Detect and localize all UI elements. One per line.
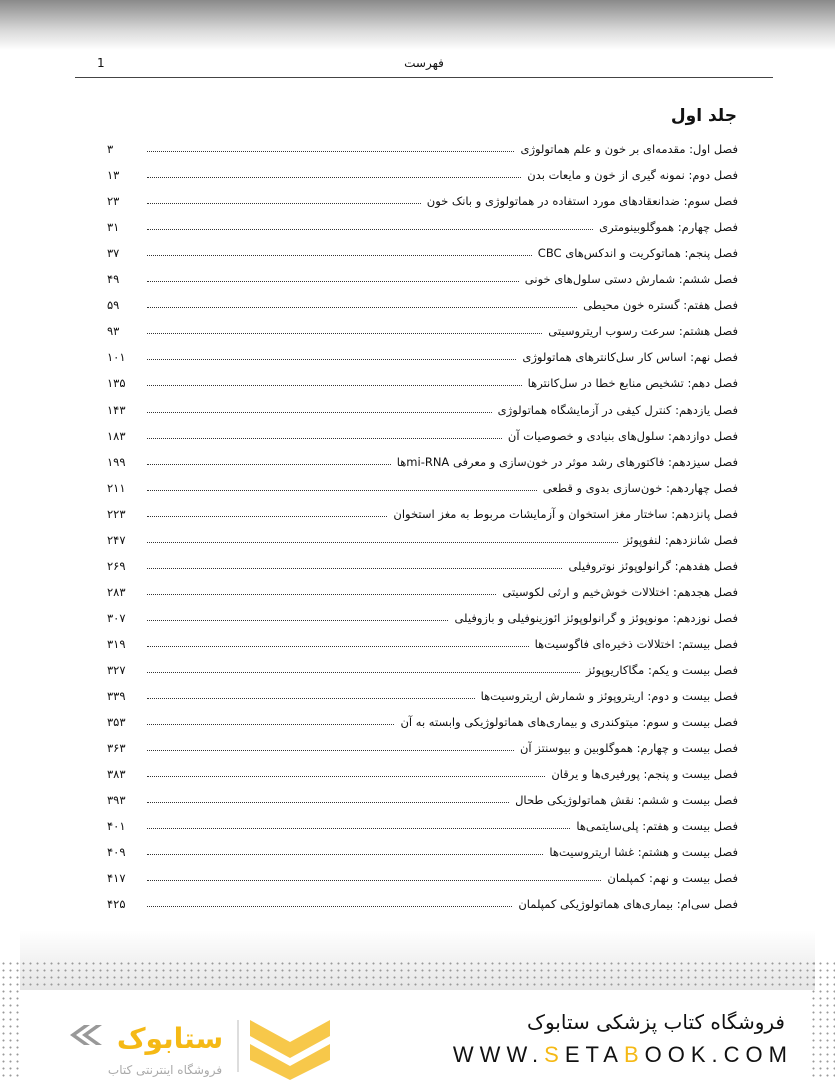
toc-entry-page: ۳۷	[107, 246, 120, 261]
dot-leader	[147, 385, 522, 386]
dot-leader	[147, 464, 391, 465]
dot-leader	[147, 620, 448, 621]
top-shadow	[0, 0, 835, 50]
toc-entry[interactable]	[105, 473, 738, 499]
toc-entry-page: ۲۲۳	[107, 506, 126, 521]
toc-entry-page: ۳۰۷	[107, 610, 126, 625]
toc-entry[interactable]	[105, 863, 738, 889]
dot-leader	[147, 412, 492, 413]
toc-entry[interactable]	[105, 394, 738, 420]
dot-leader	[147, 568, 562, 569]
toc-entry-page: ۳۱۹	[107, 636, 126, 651]
dot-pattern	[20, 960, 815, 988]
toc-entry[interactable]	[105, 238, 738, 264]
toc-entry-page: ۲۶۹	[107, 558, 126, 573]
toc-entry[interactable]	[105, 759, 738, 785]
dot-leader	[147, 880, 601, 881]
toc-entry-title: فصل بیست و هشتم: غشا اریتروسیت‌ها	[549, 845, 738, 860]
toc-entry[interactable]	[105, 342, 738, 368]
toc-entry-title: فصل دوازدهم: سلول‌های بنیادی و خصوصیات آن	[507, 428, 738, 443]
toc-entry-page: ۹۳	[107, 324, 120, 339]
toc-entry-title: فصل بیستم: اختلالات ذخیره‌ای فاگوسیت‌ها	[534, 636, 738, 651]
toc-entry-page: ۱۰۱	[107, 350, 126, 365]
toc-entry[interactable]	[105, 264, 738, 290]
toc-entry[interactable]	[105, 837, 738, 863]
toc-entry[interactable]	[105, 134, 738, 160]
dot-leader	[147, 490, 537, 491]
toc-entry-title: فصل سوم: ضدانعقادهای مورد استفاده در هماتولوژی و بانک خون	[426, 194, 738, 209]
toc-entry-page: ۴۹	[107, 272, 120, 287]
toc-entry-page: ۳۵۳	[107, 715, 126, 730]
page-header	[75, 52, 773, 78]
dot-leader	[147, 333, 542, 334]
toc-entry[interactable]	[105, 447, 738, 473]
toc-entry-page: ۳	[107, 142, 114, 157]
toc-entry-title: فصل چهارم: هموگلوبینومتری	[599, 220, 738, 235]
svg-text:ستابوک: ستابوک	[116, 1022, 224, 1055]
dot-leader	[147, 646, 529, 647]
toc-entry-title: فصل دهم: تشخیص منابع خطا در سل‌کانترها	[527, 376, 738, 391]
toc-entry-title: فصل هشتم: سرعت رسوب اریتروسیتی	[548, 324, 738, 339]
dot-pattern-right	[810, 960, 835, 1080]
dot-leader	[147, 281, 519, 282]
toc-entry-page: ۱۹۹	[107, 454, 126, 469]
dot-leader	[147, 542, 618, 543]
toc-entry-title: فصل بیست و نهم: کمپلمان	[607, 871, 738, 886]
toc-entry[interactable]	[105, 629, 738, 655]
header-page-number: 1	[97, 56, 105, 70]
setabook-logo	[70, 1010, 330, 1080]
toc-entry-page: ۱۸۳	[107, 428, 126, 443]
toc-entry-title: فصل بیست و هفتم: پلی‌سایتمی‌ها	[576, 819, 738, 834]
toc-entry[interactable]	[105, 160, 738, 186]
toc-entry-title: فصل بیست و پنجم: پورفیری‌ها و یرقان	[551, 767, 738, 782]
header-title: فهرست	[404, 56, 444, 70]
toc-entry-title: فصل نهم: اساس کار سل‌کانترهای هماتولوژی	[522, 350, 738, 365]
dot-leader	[147, 438, 502, 439]
toc-entry-title: فصل نوزدهم: مونوپوئز و گرانولوپوئز ائوزینوفیلی و بازوفیلی	[454, 610, 738, 625]
dot-leader	[147, 828, 570, 829]
dot-leader	[147, 906, 512, 907]
toc-entry[interactable]	[105, 186, 738, 212]
toc-entry-page: ۲۸۳	[107, 584, 126, 599]
toc-entry-title: فصل چهاردهم: خون‌سازی بدوی و قطعی	[542, 480, 738, 495]
dot-leader	[147, 151, 514, 152]
dot-leader	[147, 672, 580, 673]
toc-entry[interactable]	[105, 811, 738, 837]
dot-leader	[147, 854, 543, 855]
toc-entry-title: فصل هجدهم: اختلالات خوش‌خیم و ارثی لکوسیتی	[502, 584, 738, 599]
toc-entry[interactable]	[105, 681, 738, 707]
dot-leader	[147, 776, 545, 777]
store-url[interactable]: WWW.SETABOOK.COM	[452, 1042, 793, 1067]
dot-leader	[147, 802, 509, 803]
toc-entry-title: فصل پانزدهم: ساختار مغز استخوان و آزمایشات مربوط به مغز استخوان	[393, 506, 738, 521]
toc-entry-title: فصل پنجم: هماتوکریت و اندکس‌های CBC	[537, 246, 738, 261]
toc-entry-page: ۵۹	[107, 298, 120, 313]
toc-entry[interactable]	[105, 499, 738, 525]
toc-entry[interactable]	[105, 655, 738, 681]
svg-text:فروشگاه اینترنتی کتاب: فروشگاه اینترنتی کتاب	[107, 1063, 223, 1077]
toc-entry-page: ۱۴۳	[107, 402, 126, 417]
toc-entry[interactable]	[105, 889, 738, 915]
toc-entry-title: فصل بیست و چهارم: هموگلوبین و بیوسنتز آن	[519, 741, 738, 756]
toc-entry[interactable]	[105, 551, 738, 577]
toc-entry-page: ۱۳	[107, 168, 120, 183]
dot-leader	[147, 750, 514, 751]
toc-entry-page: ۴۱۷	[107, 871, 126, 886]
toc-entry[interactable]	[105, 368, 738, 394]
toc-entry-title: فصل سیزدهم: فاکتورهای رشد موثر در خون‌سازی و معرفی mi-RNAها	[396, 454, 738, 469]
dot-leader	[147, 594, 496, 595]
toc-entry[interactable]	[105, 421, 738, 447]
toc-entry-title: فصل هفتم: گستره خون محیطی	[583, 298, 738, 313]
toc-entry-page: ۱۳۵	[107, 376, 126, 391]
dot-pattern-left	[0, 960, 22, 1080]
dot-leader	[147, 229, 593, 230]
dot-leader	[147, 516, 387, 517]
toc-entry-title: فصل اول: مقدمه‌ای بر خون و علم هماتولوژی	[520, 142, 738, 157]
toc-entry[interactable]	[105, 707, 738, 733]
toc-entry[interactable]	[105, 290, 738, 316]
toc-entry-page: ۳۳۹	[107, 689, 126, 704]
toc-entry-page: ۴۲۵	[107, 897, 126, 912]
toc-entry-page: ۲۴۷	[107, 532, 126, 547]
toc-entry-title: فصل بیست و یکم: مگاکاریوپوئز	[585, 662, 738, 677]
store-name: فروشگاه کتاب پزشکی ستابوک	[527, 1010, 785, 1034]
volume-heading: جلد اول	[670, 106, 737, 126]
toc-entry-title: فصل شانزدهم: لنفوپوئز	[623, 532, 738, 547]
toc-entry[interactable]	[105, 733, 738, 759]
toc-entry-page: ۳۸۳	[107, 767, 126, 782]
logo-chevron-icon	[70, 1010, 330, 1080]
toc-entry-title: فصل بیست و سوم: میتوکندری و بیماری‌های هماتولوژیکی وابسته به آن	[400, 715, 738, 730]
toc-entry-page: ۴۰۱	[107, 819, 126, 834]
toc-entry-title: فصل هفدهم: گرانولوپوئز نوتروفیلی	[568, 558, 738, 573]
toc-entry[interactable]	[105, 525, 738, 551]
toc-entry-page: ۳۶۳	[107, 741, 126, 756]
toc-entry[interactable]	[105, 577, 738, 603]
dot-leader	[147, 724, 394, 725]
toc-entry-page: ۳۲۷	[107, 662, 126, 677]
dot-leader	[147, 177, 521, 178]
toc-entry[interactable]	[105, 603, 738, 629]
toc-entry-page: ۴۰۹	[107, 845, 126, 860]
toc-entry-page: ۲۱۱	[107, 480, 126, 495]
toc-entry[interactable]	[105, 316, 738, 342]
toc-entry[interactable]	[105, 785, 738, 811]
dot-leader	[147, 698, 475, 699]
toc-entry-title: فصل ششم: شمارش دستی سلول‌های خونی	[524, 272, 738, 287]
toc-entry-page: ۳۹۳	[107, 793, 126, 808]
toc-entry-title: فصل بیست و ششم: نقش هماتولوژیکی طحال	[515, 793, 738, 808]
table-of-contents	[105, 134, 738, 915]
dot-leader	[147, 307, 577, 308]
toc-entry-page: ۳۱	[107, 220, 120, 235]
dot-leader	[147, 255, 532, 256]
toc-entry-title: فصل سی‌ام: بیماری‌های هماتولوژیکی کمپلمان	[518, 897, 738, 912]
dot-leader	[147, 203, 421, 204]
dot-leader	[147, 359, 516, 360]
toc-entry-title: فصل دوم: نمونه گیری از خون و مایعات بدن	[527, 168, 738, 183]
toc-entry-page: ۲۳	[107, 194, 120, 209]
toc-entry-title: فصل بیست و دوم: اریتروپوئز و شمارش اریتروسیت‌ها	[480, 689, 738, 704]
toc-entry-title: فصل یازدهم: کنترل کیفی در آزمایشگاه هماتولوژی	[497, 402, 738, 417]
toc-entry[interactable]	[105, 212, 738, 238]
